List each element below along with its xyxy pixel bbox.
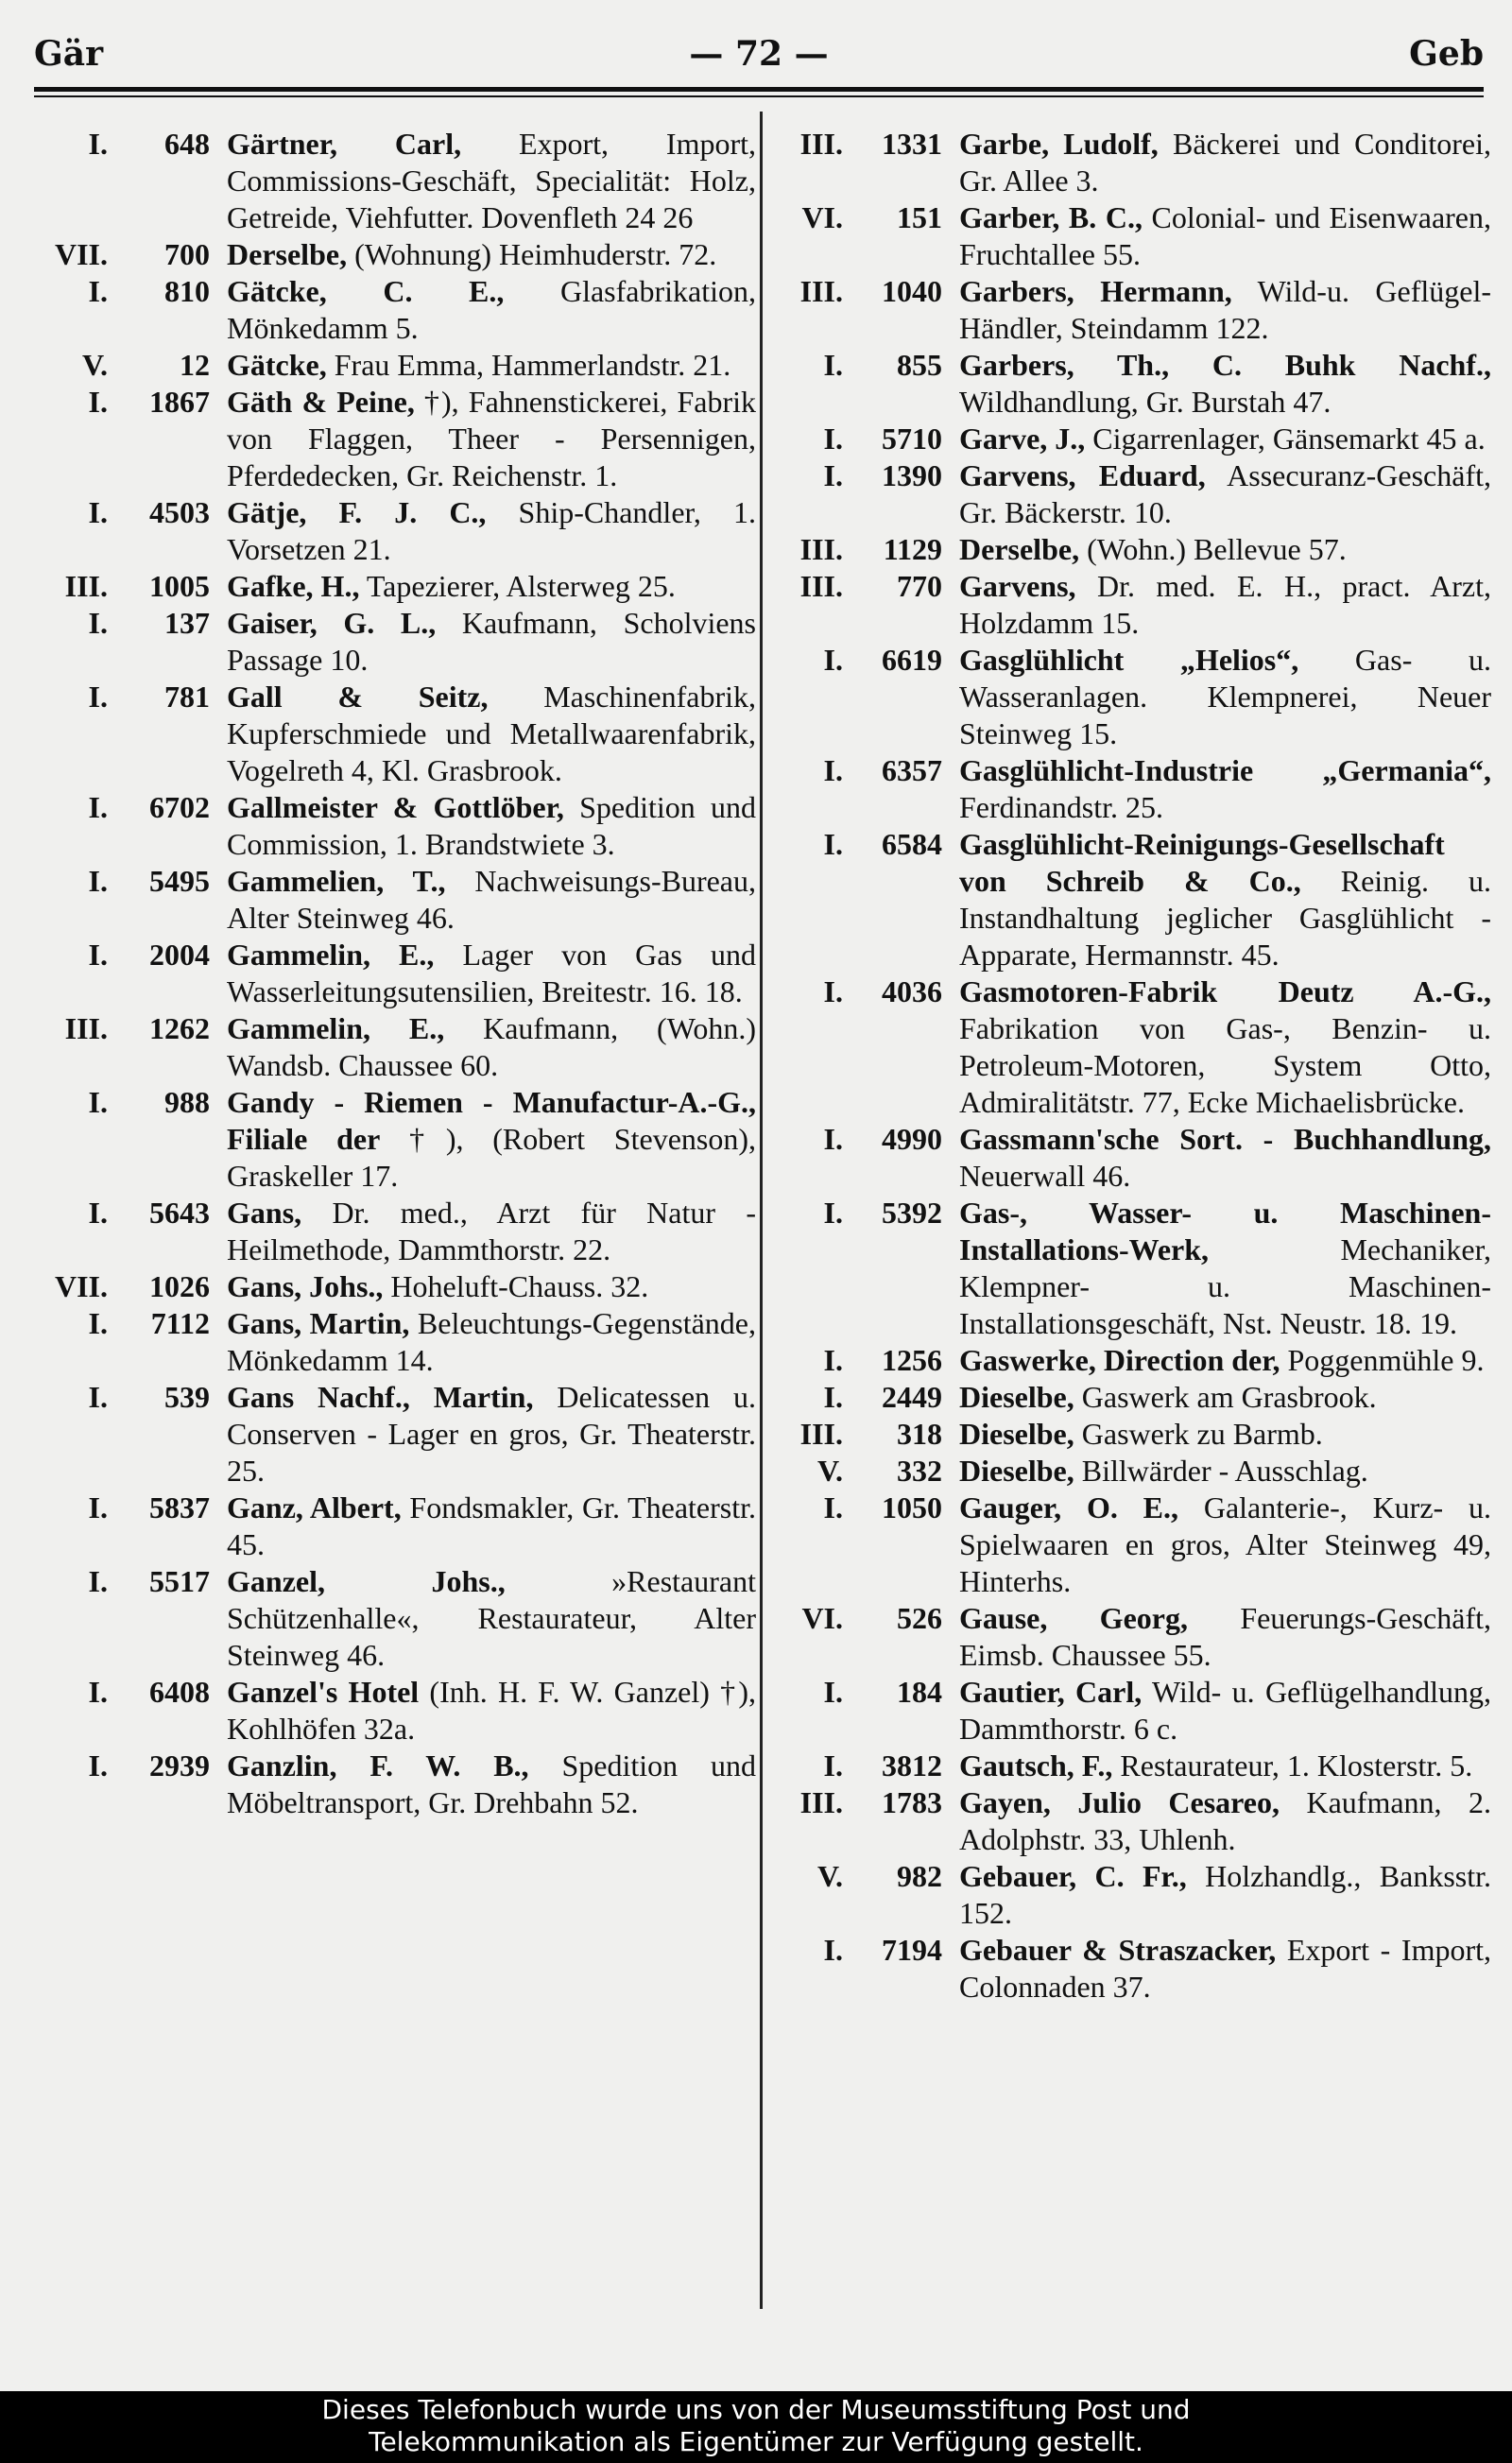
subscriber-name: Garbe, Ludolf,: [959, 127, 1159, 161]
directory-entry: [773, 973, 1491, 1121]
entry-text: [959, 273, 1491, 347]
phone-number: 332: [897, 1454, 942, 1488]
subscriber-details: Galanterie-, Kurz- u. Spielwaaren en gros, Alter Steinweg 49, Hinterhs.: [959, 1490, 1492, 1598]
subscriber-name: Derselbe,: [959, 532, 1080, 566]
phone-number: 855: [897, 348, 942, 382]
phone-number: 7112: [150, 1306, 210, 1340]
header-left-keyword: Gär: [34, 34, 104, 74]
subscriber-details: Nachweisungs-Bureau, Alter Steinweg 46.: [227, 864, 757, 935]
directory-entry: [28, 1563, 756, 1674]
entry-text: [959, 973, 1491, 1121]
subscriber-details: Dr. med., Arzt für Natur - Heilmethode, Dammthorstr. 22.: [227, 1196, 756, 1266]
entry-text: [227, 1379, 756, 1490]
phone-number: 12: [180, 348, 210, 382]
exchange-code: I.: [88, 1196, 108, 1230]
entry-text: [959, 1379, 1491, 1416]
subscriber-details: Reinig. u. Instandhaltung jeglicher Gasglühlicht - Apparate, Hermannstr. 45.: [959, 864, 1492, 972]
exchange-code: III.: [799, 1785, 843, 1819]
exchange-code: VII.: [54, 237, 108, 271]
exchange-code: I.: [823, 1122, 843, 1156]
subscriber-name: Gayen, Julio Cesareo,: [959, 1785, 1280, 1819]
exchange-code: I.: [88, 495, 108, 529]
subscriber-details: Poggenmühle 9.: [1280, 1343, 1485, 1377]
entry-text: [959, 642, 1491, 752]
exchange-code: I.: [823, 1933, 843, 1967]
page-header: [34, 26, 1484, 83]
entry-text: [959, 1342, 1491, 1379]
subscriber-details: »Restaurant Schützenhalle«, Restaurateur, Alter Steinweg 46.: [227, 1564, 757, 1672]
phone-number: 648: [164, 127, 210, 161]
directory-entry: [28, 1268, 756, 1305]
subscriber-name: Gafke, H.,: [227, 569, 360, 603]
directory-entry: [28, 679, 756, 789]
phone-number: 184: [897, 1675, 942, 1709]
entry-text: [227, 789, 756, 863]
directory-entry: [773, 1490, 1491, 1600]
phone-number: 700: [164, 237, 210, 271]
directory-entry: [28, 494, 756, 568]
directory-entry: [773, 1932, 1491, 2006]
subscriber-name: Dieselbe,: [959, 1380, 1074, 1414]
directory-entry: [28, 1305, 756, 1379]
entry-text: [959, 1784, 1491, 1858]
footer-line-1: Dieses Telefonbuch wurde uns von der Museumsstiftung Post und: [321, 2394, 1191, 2425]
phone-number: 151: [897, 200, 942, 234]
subscriber-details: Holzhandlg., Banksstr. 152.: [959, 1859, 1492, 1930]
directory-entry: [28, 236, 756, 273]
phone-number: 5643: [149, 1196, 210, 1230]
subscriber-details: Wild-u. Geflügel-Händler, Steindamm 122.: [959, 274, 1491, 345]
exchange-code: I.: [88, 1306, 108, 1340]
exchange-code: I.: [88, 1085, 108, 1119]
directory-entry: [28, 789, 756, 863]
entry-text: [959, 1490, 1491, 1600]
phone-number: 4036: [882, 974, 942, 1008]
directory-entry: [28, 1195, 756, 1268]
entry-text: [959, 752, 1491, 826]
subscriber-details: Feuerungs-Geschäft, Eimsb. Chaussee 55.: [959, 1601, 1492, 1672]
exchange-code: VII.: [54, 1269, 108, 1303]
subscriber-name: Gammelin, E.,: [227, 938, 435, 972]
phone-number: 4503: [149, 495, 210, 529]
directory-entry: [28, 384, 756, 494]
phone-number: 3812: [882, 1748, 942, 1783]
directory-entry: [28, 1490, 756, 1563]
subscriber-name: Gans Nachf., Martin,: [227, 1380, 534, 1414]
subscriber-details: Mechaniker, Klempner- u. Maschinen-Installationsgeschäft, Nst. Neustr. 18. 19.: [959, 1232, 1491, 1340]
subscriber-details: Wild- u. Geflügelhandlung, Dammthorstr. 6 c.: [959, 1675, 1492, 1746]
subscriber-name: Gäth & Peine,: [227, 385, 415, 419]
subscriber-name: Gaiser, G. L.,: [227, 606, 437, 640]
phone-number: 6357: [882, 753, 942, 787]
subscriber-details: Assecuranz-Geschäft, Gr. Bäckerstr. 10.: [959, 458, 1492, 529]
directory-entry: [773, 568, 1491, 642]
right-column: [773, 126, 1491, 2006]
subscriber-name: Garbers, Th., C. Buhk Nachf.,: [959, 348, 1491, 382]
exchange-code: I.: [823, 827, 843, 861]
phone-number: 770: [897, 569, 942, 603]
directory-entry: [28, 937, 756, 1010]
subscriber-name: Gasglühlicht-Industrie „Germania“,: [959, 753, 1491, 787]
entry-text: [959, 568, 1491, 642]
directory-entry: [773, 1453, 1491, 1490]
phone-number: 6619: [882, 643, 942, 677]
exchange-code: III.: [799, 274, 843, 308]
exchange-code: V.: [817, 1859, 843, 1893]
subscriber-name: Gebauer, C. Fr.,: [959, 1859, 1187, 1893]
entry-text: [227, 568, 756, 605]
phone-number: 1005: [149, 569, 210, 603]
subscriber-name: Gammelin, E.,: [227, 1011, 445, 1045]
subscriber-details: (Wohnung) Heimhuderstr. 72.: [347, 237, 717, 271]
directory-entry: [773, 457, 1491, 531]
subscriber-details: Bäckerei und Conditorei, Gr. Allee 3.: [959, 127, 1492, 198]
footer-banner: [0, 2391, 1512, 2463]
subscriber-details: Cigarrenlager, Gänsemarkt 45 a.: [1085, 422, 1486, 456]
entry-text: [959, 1858, 1491, 1932]
phone-number: 6408: [149, 1675, 210, 1709]
exchange-code: I.: [823, 974, 843, 1008]
phone-number: 137: [164, 606, 210, 640]
entry-text: [227, 236, 756, 273]
subscriber-name: Gans, Martin,: [227, 1306, 410, 1340]
phone-number: 2004: [149, 938, 210, 972]
subscriber-details: Billwärder - Ausschlag.: [1074, 1454, 1368, 1488]
directory-entry: [28, 1084, 756, 1195]
exchange-code: V.: [82, 348, 108, 382]
phone-number: 810: [164, 274, 210, 308]
entry-text: [227, 1305, 756, 1379]
subscriber-name: Garber, B. C.,: [959, 200, 1143, 234]
entry-text: [227, 384, 756, 494]
subscriber-name: Gätcke, C. E.,: [227, 274, 505, 308]
exchange-code: III.: [64, 1011, 108, 1045]
phone-number: 7194: [882, 1933, 942, 1967]
exchange-code: I.: [88, 938, 108, 972]
subscriber-details: Ship-Chandler, 1. Vorsetzen 21.: [227, 495, 757, 566]
exchange-code: I.: [823, 1343, 843, 1377]
subscriber-details: Beleuchtungs-Gegenstände, Mönkedamm 14.: [227, 1306, 756, 1377]
subscriber-name: Gallmeister & Gottlöber,: [227, 790, 564, 824]
exchange-code: I.: [823, 1675, 843, 1709]
subscriber-name: Gaswerke, Direction der,: [959, 1343, 1280, 1377]
exchange-code: I.: [88, 1748, 108, 1783]
subscriber-name: Gätje, F. J. C.,: [227, 495, 487, 529]
directory-entry: [28, 1748, 756, 1821]
header-rule-thick: [34, 87, 1484, 92]
subscriber-details: Gaswerk am Grasbrook.: [1074, 1380, 1377, 1414]
exchange-code: I.: [88, 1380, 108, 1414]
exchange-code: I.: [823, 643, 843, 677]
exchange-code: I.: [823, 348, 843, 382]
exchange-code: I.: [88, 274, 108, 308]
subscriber-details: Export, Import, Commissions-Geschäft, Specialität: Holz, Getreide, Viehfutter. Dovenfleth 24 26: [227, 127, 757, 234]
exchange-code: III.: [799, 127, 843, 161]
subscriber-name: Gärtner, Carl,: [227, 127, 462, 161]
subscriber-name: Gauger, O. E.,: [959, 1490, 1179, 1524]
entry-text: [959, 1453, 1491, 1490]
entry-text: [959, 457, 1491, 531]
directory-entry: [773, 421, 1491, 457]
exchange-code: V.: [817, 1454, 843, 1488]
exchange-code: I.: [88, 127, 108, 161]
subscriber-name: Ganzel's Hotel: [227, 1675, 420, 1709]
phone-number: 6584: [882, 827, 942, 861]
subscriber-details: (Wohn.) Bellevue 57.: [1079, 532, 1347, 566]
directory-entry: [773, 1121, 1491, 1195]
subscriber-name: Dieselbe,: [959, 1454, 1074, 1488]
phone-number: 4990: [882, 1122, 942, 1156]
entry-text: [227, 1010, 756, 1084]
subscriber-details: Kaufmann, (Wohn.) Wandsb. Chaussee 60.: [227, 1011, 757, 1082]
subscriber-name: Gautier, Carl,: [959, 1675, 1143, 1709]
subscriber-name: Gebauer & Straszacker,: [959, 1933, 1277, 1967]
subscriber-name: Derselbe,: [227, 237, 348, 271]
exchange-code: I.: [88, 1564, 108, 1598]
exchange-code: I.: [823, 1748, 843, 1783]
entry-text: [959, 826, 1491, 973]
directory-entry: [773, 1674, 1491, 1748]
entry-text: [227, 347, 756, 384]
exchange-code: I.: [823, 1380, 843, 1414]
subscriber-name: Garbers, Hermann,: [959, 274, 1232, 308]
subscriber-details: Kaufmann, Scholviens Passage 10.: [227, 606, 756, 677]
phone-number: 5517: [149, 1564, 210, 1598]
directory-entry: [28, 605, 756, 679]
subscriber-name: Ganzel, Johs.,: [227, 1564, 506, 1598]
subscriber-details: Tapezierer, Alsterweg 25.: [359, 569, 676, 603]
entry-text: [227, 1490, 756, 1563]
directory-entry: [28, 126, 756, 236]
directory-entry: [28, 347, 756, 384]
subscriber-name: Gassmann'sche Sort. - Buchhandlung,: [959, 1122, 1491, 1156]
subscriber-details: Hoheluft-Chauss. 32.: [383, 1269, 649, 1303]
subscriber-details: Fabrikation von Gas-, Benzin- u. Petroleum-Motoren, System Otto, Admiralitätstr. 77, Ecke Michaelisbrücke.: [959, 1011, 1491, 1119]
subscriber-name: Ganzlin, F. W. B.,: [227, 1748, 529, 1783]
subscriber-details: Ferdinandstr. 25.: [959, 790, 1163, 824]
subscriber-details: Neuerwall 46.: [959, 1159, 1131, 1193]
phone-number: 539: [164, 1380, 210, 1414]
exchange-code: I.: [823, 422, 843, 456]
entry-text: [227, 1195, 756, 1268]
exchange-code: VI.: [801, 1601, 843, 1635]
exchange-code: I.: [823, 1490, 843, 1524]
phone-number: 2449: [882, 1380, 942, 1414]
phone-number: 781: [164, 680, 210, 714]
page-number: — 72 —: [689, 34, 829, 74]
phone-number: 1129: [883, 532, 942, 566]
phone-number: 318: [897, 1417, 942, 1451]
directory-entry: [773, 273, 1491, 347]
entry-text: [959, 1748, 1491, 1784]
subscriber-details: Wildhandlung, Gr. Burstah 47.: [959, 385, 1332, 419]
subscriber-details: Gaswerk zu Barmb.: [1074, 1417, 1323, 1451]
entry-text: [227, 1084, 756, 1195]
phone-number: 1331: [882, 127, 942, 161]
phone-number: 5392: [882, 1196, 942, 1230]
subscriber-name: Gandy - Riemen - Manufactur-A.-G., Filiale der: [227, 1085, 756, 1156]
exchange-code: I.: [88, 864, 108, 898]
directory-entry: [773, 1748, 1491, 1784]
subscriber-details: Lager von Gas und Wasserleitungsutensilien, Breitestr. 16. 18.: [227, 938, 757, 1008]
subscriber-details: Export - Import, Colonnaden 37.: [959, 1933, 1491, 2004]
exchange-code: I.: [823, 1196, 843, 1230]
phone-number: 1050: [882, 1490, 942, 1524]
entry-text: [959, 421, 1491, 457]
entry-text: [959, 126, 1491, 199]
phone-number: 982: [897, 1859, 942, 1893]
directory-entry: [28, 1010, 756, 1084]
subscriber-name: Gans,: [227, 1196, 302, 1230]
subscriber-details: Frau Emma, Hammerlandstr. 21.: [326, 348, 731, 382]
phone-number: 5710: [882, 422, 942, 456]
exchange-code: I.: [88, 1490, 108, 1524]
subscriber-name: Garvens,: [959, 569, 1076, 603]
subscriber-name: Gasglühlicht-Reinigungs-Gesellschaft von Schreib & Co.,: [959, 827, 1445, 898]
header-rule-thin: [34, 95, 1484, 97]
phone-number: 5495: [149, 864, 210, 898]
directory-entry: [773, 1416, 1491, 1453]
entry-text: [959, 1416, 1491, 1453]
subscriber-details: Spedition und Möbeltransport, Gr. Drehbahn 52.: [227, 1748, 757, 1819]
subscriber-name: Gans, Johs.,: [227, 1269, 384, 1303]
entry-text: [959, 1121, 1491, 1195]
directory-entry: [773, 1858, 1491, 1932]
entry-text: [227, 937, 756, 1010]
subscriber-name: Dieselbe,: [959, 1417, 1074, 1451]
phone-number: 526: [897, 1601, 942, 1635]
entry-text: [227, 1674, 756, 1748]
directory-entry: [773, 752, 1491, 826]
entry-text: [959, 347, 1491, 421]
phone-number: 1783: [882, 1785, 942, 1819]
subscriber-name: Garvens, Eduard,: [959, 458, 1206, 492]
phone-number: 5837: [149, 1490, 210, 1524]
directory-entry: [28, 1379, 756, 1490]
directory-entry: [773, 347, 1491, 421]
subscriber-name: Gause, Georg,: [959, 1601, 1188, 1635]
exchange-code: III.: [64, 569, 108, 603]
entry-text: [959, 199, 1491, 273]
exchange-code: III.: [799, 532, 843, 566]
subscriber-name: Gas-, Wasser- u. Maschinen-Installations-Werk,: [959, 1196, 1491, 1266]
entry-text: [959, 1674, 1491, 1748]
phone-number: 6702: [149, 790, 210, 824]
entry-text: [227, 126, 756, 236]
entry-text: [959, 1195, 1491, 1342]
left-column: [28, 126, 756, 1821]
entry-text: [227, 1748, 756, 1821]
subscriber-name: Gätcke,: [227, 348, 327, 382]
directory-entry: [773, 531, 1491, 568]
exchange-code: I.: [823, 458, 843, 492]
entry-text: [227, 605, 756, 679]
subscriber-name: Gasglühlicht „Helios“,: [959, 643, 1299, 677]
subscriber-name: Gasmotoren-Fabrik Deutz A.-G.,: [959, 974, 1491, 1008]
directory-entry: [28, 863, 756, 937]
entry-text: [227, 1563, 756, 1674]
entry-text: [227, 273, 756, 347]
phone-number: 1026: [149, 1269, 210, 1303]
directory-entry: [773, 1342, 1491, 1379]
subscriber-name: Ganz, Albert,: [227, 1490, 402, 1524]
exchange-code: I.: [88, 790, 108, 824]
subscriber-details: Delicatessen u. Conserven - Lager en gros, Gr. Theaterstr. 25.: [227, 1380, 757, 1488]
subscriber-details: Maschinenfabrik, Kupferschmiede und Metallwaarenfabrik, Vogelreth 4, Kl. Grasbrook.: [227, 680, 756, 787]
directory-entry: [773, 199, 1491, 273]
subscriber-details: †), Fahnenstickerei, Fabrik von Flaggen, Theer - Persennigen, Pferdedecken, Gr. Reichenstr. 1.: [227, 385, 756, 492]
subscriber-details: Kaufmann, 2. Adolphstr. 33, Uhlenh.: [959, 1785, 1491, 1856]
subscriber-name: Gall & Seitz,: [227, 680, 489, 714]
subscriber-details: Spedition und Commission, 1. Brandstwiete 3.: [227, 790, 757, 861]
directory-entry: [773, 826, 1491, 973]
phone-number: 988: [164, 1085, 210, 1119]
subscriber-name: Gautsch, F.,: [959, 1748, 1113, 1783]
entry-text: [227, 679, 756, 789]
exchange-code: I.: [823, 753, 843, 787]
footer-line-2: Telekommunikation als Eigentümer zur Verfügung gestellt.: [369, 2426, 1143, 2457]
directory-entry: [773, 1600, 1491, 1674]
subscriber-details: (Inh. H. F. W. Ganzel) †), Kohlhöfen 32a.: [227, 1675, 757, 1746]
phone-number: 1867: [149, 385, 210, 419]
subscriber-name: Gammelien, T.,: [227, 864, 446, 898]
exchange-code: III.: [799, 569, 843, 603]
entry-text: [959, 1932, 1491, 2006]
exchange-code: I.: [88, 606, 108, 640]
directory-entry: [28, 1674, 756, 1748]
directory-entry: [773, 1784, 1491, 1858]
exchange-code: I.: [88, 385, 108, 419]
entry-text: [227, 1268, 756, 1305]
directory-entry: [28, 273, 756, 347]
phone-number: 2939: [149, 1748, 210, 1783]
subscriber-details: Glasfabrikation, Mönkedamm 5.: [227, 274, 757, 345]
entry-text: [959, 1600, 1491, 1674]
phone-number: 1256: [882, 1343, 942, 1377]
phone-number: 1040: [882, 274, 942, 308]
entry-text: [227, 863, 756, 937]
directory-entry: [773, 126, 1491, 199]
phone-number: 1262: [149, 1011, 210, 1045]
directory-entry: [28, 568, 756, 605]
entry-text: [227, 494, 756, 568]
subscriber-details: Colonial- und Eisenwaaren, Fruchtallee 55.: [959, 200, 1492, 271]
directory-entry: [773, 1195, 1491, 1342]
exchange-code: I.: [88, 1675, 108, 1709]
header-right-keyword: Geb: [1409, 34, 1484, 74]
column-divider: [760, 112, 763, 2309]
phone-number: 1390: [882, 458, 942, 492]
exchange-code: III.: [799, 1417, 843, 1451]
entry-text: [959, 531, 1491, 568]
subscriber-details: Gas- u. Wasseranlagen. Klempnerei, Neuer Steinweg 15.: [959, 643, 1492, 750]
directory-entry: [773, 642, 1491, 752]
directory-entry: [773, 1379, 1491, 1416]
subscriber-details: Restaurateur, 1. Klosterstr. 5.: [1112, 1748, 1473, 1783]
subscriber-name: Garve, J.,: [959, 422, 1086, 456]
exchange-code: VI.: [801, 200, 843, 234]
exchange-code: I.: [88, 680, 108, 714]
subscriber-details: †), (Robert Stevenson), Graskeller 17.: [227, 1122, 757, 1193]
subscriber-details: Dr. med. E. H., pract. Arzt, Holzdamm 15.: [959, 569, 1491, 640]
subscriber-details: Fondsmakler, Gr. Theaterstr. 45.: [227, 1490, 757, 1561]
